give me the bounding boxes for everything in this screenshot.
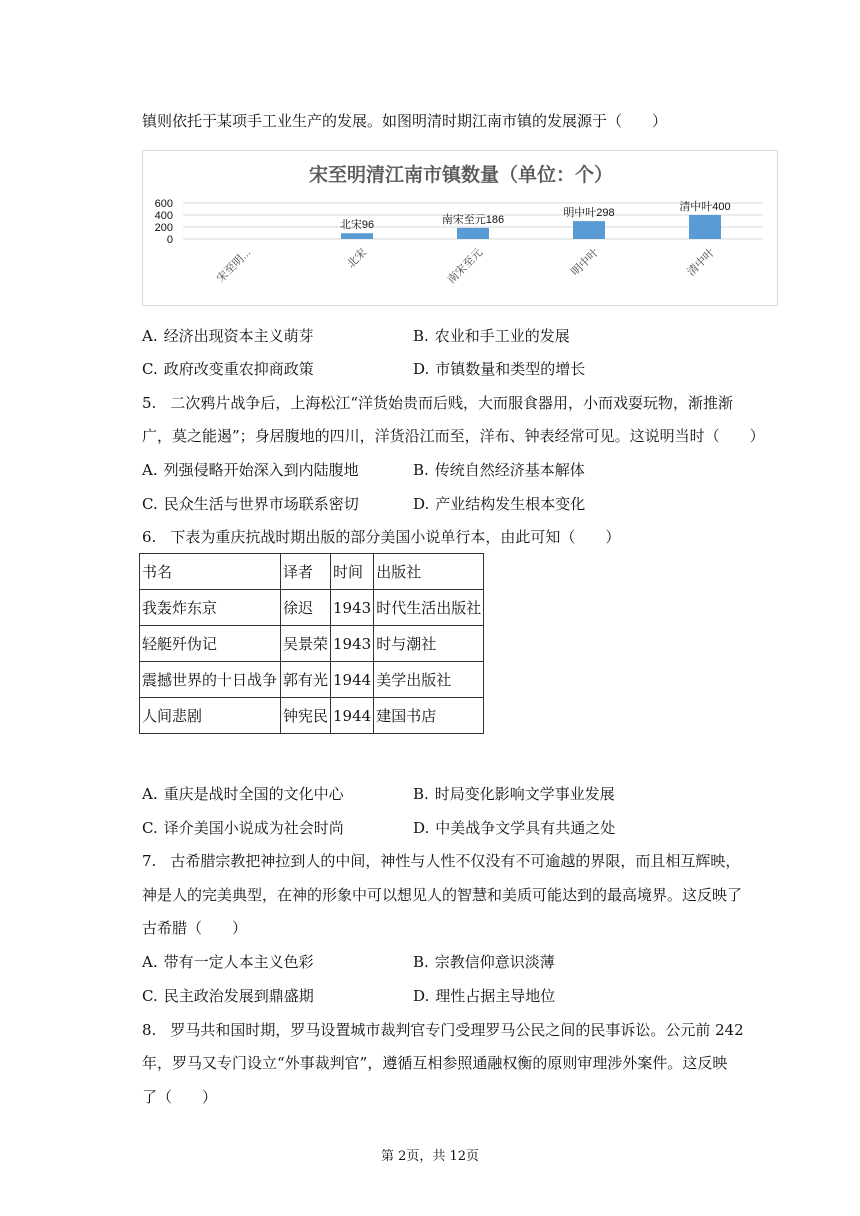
q6-option-d[interactable]: [413, 818, 615, 838]
option-text: 宗教信仰意识淡薄: [434, 953, 555, 971]
bar: [689, 215, 721, 239]
q6-option-c[interactable]: [142, 818, 344, 838]
option-text: 时局变化影响文学事业发展: [434, 785, 615, 803]
q7-stem-line-2: 神是人的完美典型，在神的形象中可以想见人的智慧和美质可能达到的最高境界。这反映了: [142, 886, 743, 904]
option-text: 重庆是战时全国的文化中心: [163, 785, 344, 803]
table-cell: 时代生活出版社: [374, 590, 484, 626]
q7-option-d[interactable]: [413, 986, 555, 1006]
table-cell: 1944: [331, 662, 374, 698]
q7-option-c[interactable]: [142, 986, 314, 1006]
q6-stem: [142, 527, 620, 547]
option-label: D.: [413, 360, 430, 378]
option-label: C.: [142, 495, 158, 513]
option-label: D.: [413, 495, 430, 513]
question-number: 5.: [142, 394, 157, 412]
intro-line: 镇则依托于某项手工业生产的发展。如图明清时期江南市镇的发展源于（ ）: [142, 112, 668, 130]
q4-option-b[interactable]: [413, 326, 570, 346]
table-cell: 震撼世界的十日战争: [140, 662, 281, 698]
option-text: 带有一定人本主义色彩: [163, 953, 314, 971]
option-text: 传统自然经济基本解体: [434, 461, 585, 479]
option-label: B.: [413, 953, 429, 971]
table-cell: 钟宪民: [281, 698, 331, 734]
q5-stem-text: 二次鸦片战争后，上海松江“洋货始贵而后贱，大而服食器用，小而戏耍玩物，渐推渐: [170, 394, 733, 412]
option-label: A.: [142, 327, 158, 345]
option-label: A.: [142, 461, 158, 479]
x-tick-label: 清中叶: [685, 246, 718, 279]
table-cell: 人间悲剧: [140, 698, 281, 734]
y-tick-label: 0: [166, 234, 173, 246]
data-label: 明中叶298: [563, 207, 615, 220]
q8-stem-line-2: 年，罗马又专门设立“外事裁判官”，遵循互相参照通融权衡的原则审理涉外案件。这反映: [142, 1054, 728, 1072]
chart-y-ticks: [155, 198, 173, 246]
option-label: C.: [142, 819, 158, 837]
q7-stem-line-3: 古希腊（ ）: [142, 919, 248, 937]
q5-option-c[interactable]: [142, 494, 359, 514]
table-cell: 吴景荣: [281, 626, 331, 662]
y-tick-label: 200: [154, 222, 173, 234]
table-row: [140, 590, 484, 626]
q6-stem-text: 下表为重庆抗战时期出版的部分美国小说单行本，由此可知（ ）: [170, 528, 621, 546]
q5-option-d[interactable]: [413, 494, 585, 514]
q6-option-b[interactable]: [413, 784, 615, 804]
option-text: 产业结构发生根本变化: [435, 495, 586, 513]
option-label: A.: [142, 785, 158, 803]
bar: [341, 233, 373, 239]
chart-svg: [143, 151, 779, 307]
question-number: 7.: [142, 852, 157, 870]
table-cell: 郭有光: [281, 662, 331, 698]
q5-option-a[interactable]: [142, 460, 359, 480]
town-count-chart: [142, 150, 778, 306]
y-tick-label: 600: [154, 198, 173, 210]
bar: [457, 228, 489, 239]
option-text: 中美战争文学具有共通之处: [435, 819, 616, 837]
q8-stem-text: 罗马共和国时期，罗马设置城市裁判官专门受理罗马公民之间的民事诉讼。公元前 242: [170, 1021, 744, 1039]
data-label: 南宋至元186: [441, 213, 505, 226]
table-cell: 1944: [331, 698, 374, 734]
table-header-row: [140, 554, 484, 590]
q7-option-b[interactable]: [413, 952, 555, 972]
option-text: 译介美国小说成为社会时尚: [163, 819, 344, 837]
y-tick-label: 400: [154, 210, 173, 222]
q5-stem-line-1: [142, 393, 733, 413]
question-number: 6.: [142, 528, 157, 546]
option-label: D.: [413, 987, 430, 1005]
x-tick-label: 北宋: [345, 246, 370, 271]
page-footer: 第 2页，共 12页: [380, 1149, 480, 1164]
option-text: 经济出现资本主义萌芽: [163, 327, 314, 345]
table-cell: 美学出版社: [374, 662, 484, 698]
table-cell: 徐迟: [281, 590, 331, 626]
bar: [573, 221, 605, 239]
option-label: A.: [142, 953, 158, 971]
q5-stem-line-2: 广，莫之能遏”；身居腹地的四川，洋货沿江而至，洋布、钟表经常可见。这说明当时（ ）: [142, 427, 765, 445]
q7-option-a[interactable]: [142, 952, 314, 972]
q4-option-a[interactable]: [142, 326, 314, 346]
chart-title: 宋至明清江南市镇数量（单位：个）: [308, 165, 614, 186]
option-text: 列强侵略开始深入到内陆腹地: [163, 461, 359, 479]
table-cell: 我轰炸东京: [140, 590, 281, 626]
option-label: B.: [413, 461, 429, 479]
q8-stem-line-1: [142, 1020, 744, 1040]
novel-table: [139, 553, 484, 734]
table-row: [140, 626, 484, 662]
table-header-cell: 译者: [281, 554, 331, 590]
table-cell: 1943: [331, 626, 374, 662]
option-text: 民众生活与世界市场联系密切: [163, 495, 359, 513]
option-text: 农业和手工业的发展: [434, 327, 570, 345]
x-tick-label: 明中叶: [569, 246, 602, 279]
table-cell: 建国书店: [374, 698, 484, 734]
q5-option-b[interactable]: [413, 460, 585, 480]
table-cell: 1943: [331, 590, 374, 626]
table-header-cell: 时间: [331, 554, 374, 590]
question-number: 8.: [142, 1021, 157, 1039]
q7-stem-text: 古希腊宗教把神拉到人的中间，神性与人性不仅没有不可逾越的界限，而且相互辉映，: [170, 852, 741, 870]
option-label: C.: [142, 360, 158, 378]
q8-stem-line-3: 了（ ）: [142, 1088, 218, 1106]
table-cell: 时与潮社: [374, 626, 484, 662]
option-text: 市镇数量和类型的增长: [435, 360, 586, 378]
option-label: B.: [413, 785, 429, 803]
chart-x-ticks: [214, 245, 717, 286]
q4-option-c[interactable]: [142, 359, 314, 379]
q7-stem-line-1: [142, 851, 740, 871]
table-cell: 轻艇歼伪记: [140, 626, 281, 662]
option-text: 民主政治发展到鼎盛期: [163, 987, 314, 1005]
option-label: C.: [142, 987, 158, 1005]
option-label: B.: [413, 327, 429, 345]
option-label: D.: [413, 819, 430, 837]
x-tick-label: 宋至明...: [214, 246, 254, 285]
data-label: 北宋96: [339, 219, 375, 232]
option-text: 理性占据主导地位: [435, 987, 556, 1005]
table-header-cell: 出版社: [374, 554, 484, 590]
table-header-cell: 书名: [140, 554, 281, 590]
data-label: 清中叶400: [679, 201, 731, 213]
q6-option-a[interactable]: [142, 784, 344, 804]
option-text: 政府改变重农抑商政策: [163, 360, 314, 378]
table-row: [140, 698, 484, 734]
q4-option-d[interactable]: [413, 359, 585, 379]
x-tick-label: 南宋至元: [445, 246, 486, 287]
table-row: [140, 662, 484, 698]
